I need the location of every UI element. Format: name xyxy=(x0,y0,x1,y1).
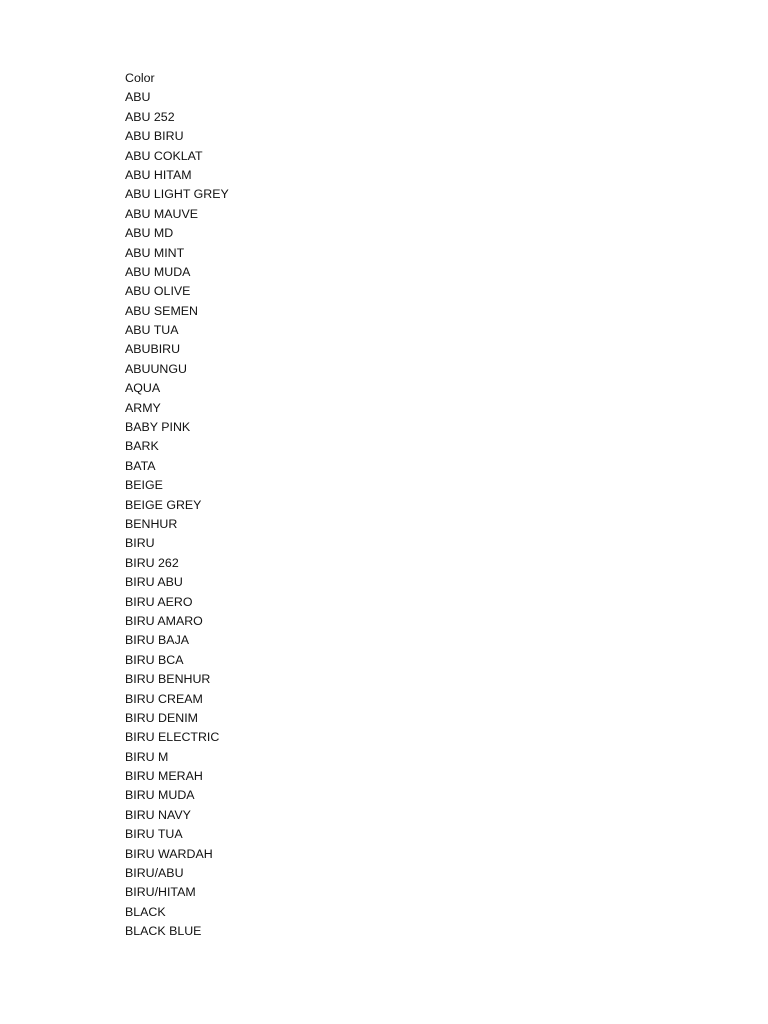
color-value: BIRU xyxy=(125,536,155,551)
color-value: BIRU/HITAM xyxy=(125,885,196,900)
color-value: ABU MINT xyxy=(125,245,185,260)
color-value: ABUBIRU xyxy=(125,342,181,357)
color-value: ABU BIRU xyxy=(125,129,184,144)
color-value: BIRU NAVY xyxy=(125,807,191,822)
color-value: BIRU AMARO xyxy=(125,613,203,628)
color-value: BIRU TUA xyxy=(125,827,183,842)
color-value: BIRU CREAM xyxy=(125,691,203,706)
color-value: BIRU MERAH xyxy=(125,769,203,784)
color-value: BIRU AERO xyxy=(125,594,193,609)
color-value: BIRU DENIM xyxy=(125,710,198,725)
color-value: BIRU BENHUR xyxy=(125,672,211,687)
color-value: BENHUR xyxy=(125,516,178,531)
color-value: BIRU 262 xyxy=(125,555,179,570)
color-value: BIRU/ABU xyxy=(125,866,184,881)
color-value: BATA xyxy=(125,458,156,473)
color-value: BIRU BAJA xyxy=(125,633,190,648)
color-value: ABUUNGU xyxy=(125,361,187,376)
color-value: BIRU BCA xyxy=(125,652,184,667)
color-value: ABU OLIVE xyxy=(125,284,191,299)
color-value: ABU MUDA xyxy=(125,264,191,279)
color-value: ABU COKLAT xyxy=(125,148,203,163)
color-value: BABY PINK xyxy=(125,420,191,435)
color-value: ABU MD xyxy=(125,226,174,241)
color-value: ABU TUA xyxy=(125,323,179,338)
color-value: BLACK xyxy=(125,904,166,919)
color-value: ABU SEMEN xyxy=(125,303,198,318)
color-value: ABU LIGHT GREY xyxy=(125,187,229,202)
color-value: BIRU MUDA xyxy=(125,788,195,803)
color-value: ARMY xyxy=(125,400,161,415)
color-value: AQUA xyxy=(125,381,161,396)
color-value: BIRU ELECTRIC xyxy=(125,730,220,745)
color-value: BARK xyxy=(125,439,159,454)
color-column xyxy=(125,69,229,942)
color-value: BIRU M xyxy=(125,749,169,764)
column-header: Color xyxy=(125,71,155,85)
color-value: BIRU WARDAH xyxy=(125,846,213,861)
color-value: BIRU ABU xyxy=(125,575,183,590)
color-value: BLACK BLUE xyxy=(125,924,202,939)
color-value: ABU 252 xyxy=(125,109,175,124)
color-value: BEIGE GREY xyxy=(125,497,202,512)
color-value: ABU MAUVE xyxy=(125,206,198,221)
color-value: ABU xyxy=(125,90,151,105)
color-value: BEIGE xyxy=(125,478,163,493)
color-value: ABU HITAM xyxy=(125,167,192,182)
